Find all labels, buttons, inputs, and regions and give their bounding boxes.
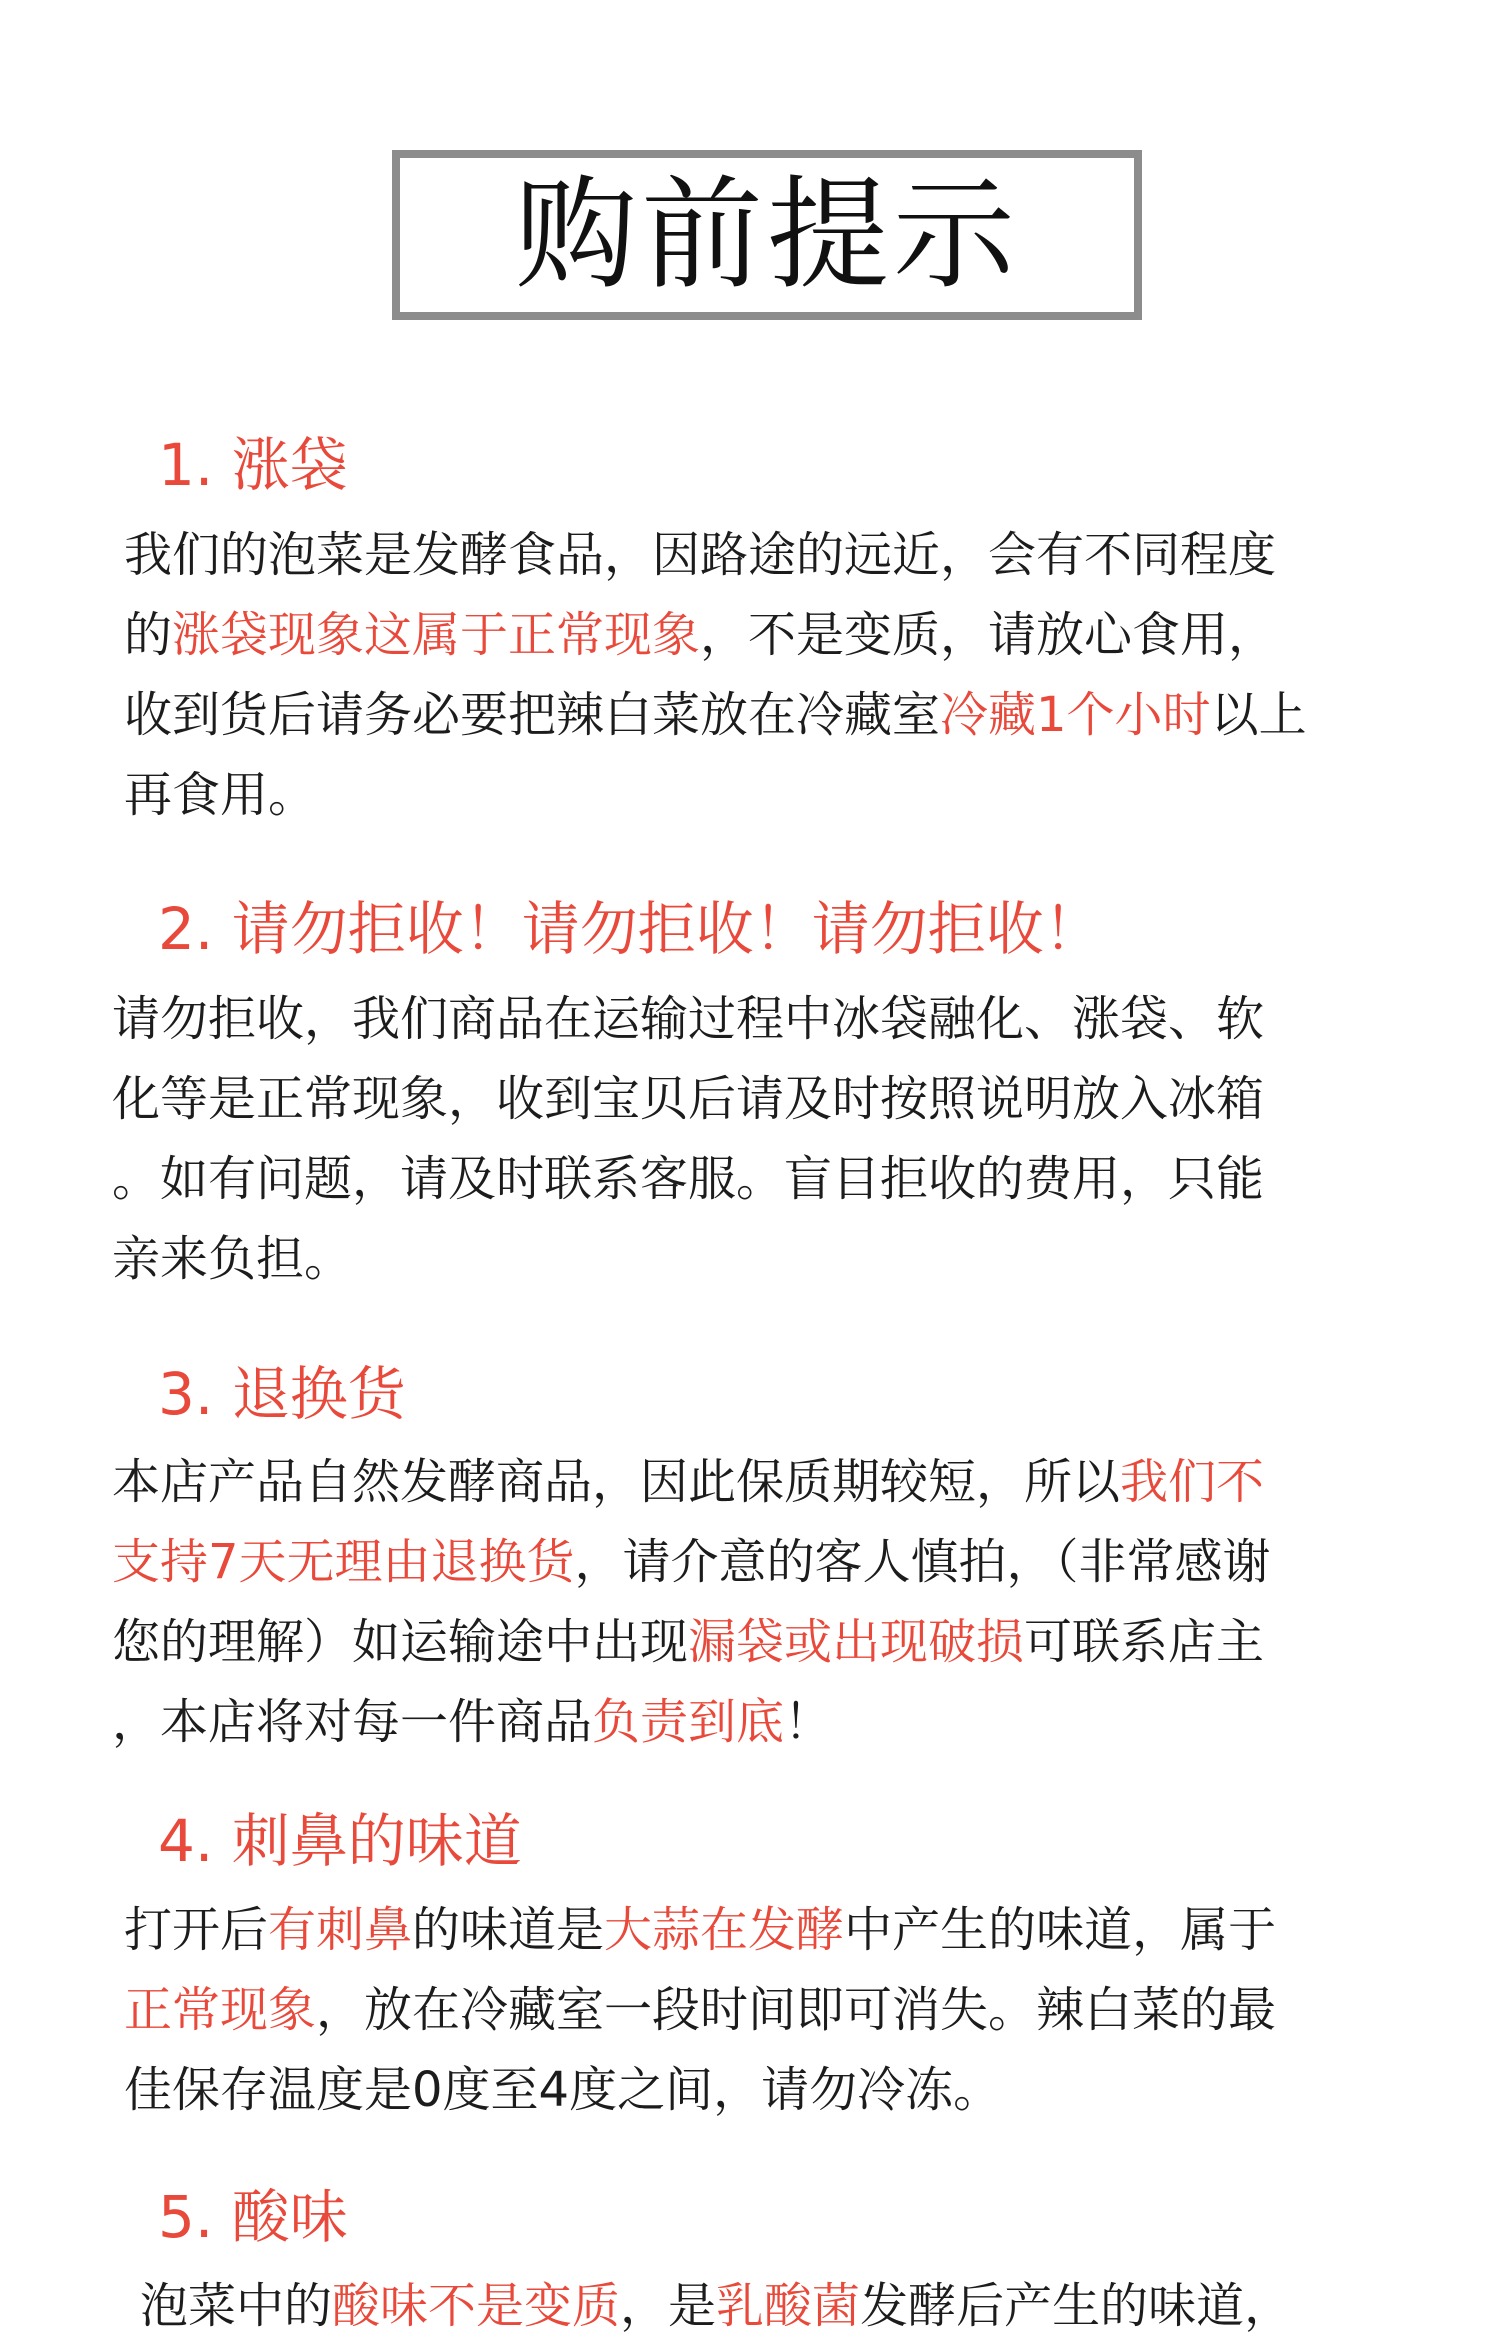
text-segment: 本店产品自然发酵商品，因此保质期较短，所以 <box>112 1454 1121 1510</box>
section-4-line-2 <box>124 1970 1276 2050</box>
section-2-line-1 <box>112 979 1264 1059</box>
section-3-line-1 <box>112 1442 1271 1522</box>
section-4-heading: 4. 刺鼻的味道 <box>158 1807 522 1875</box>
text-segment: ，本店将对每一件商品 <box>112 1694 593 1750</box>
text-segment: 。如有问题，请及时联系客服。盲目拒收的费用，只能 <box>112 1151 1265 1207</box>
section-5-body <box>140 2266 1292 2346</box>
text-segment: 泡菜中的 <box>140 2278 333 2334</box>
section-1-body <box>124 515 1307 835</box>
section-1-line-4 <box>124 755 1307 835</box>
text-segment: 再食用。 <box>124 767 317 823</box>
text-segment: 佳保存温度是0度至4度之间，请勿冷冻。 <box>124 2062 1002 2118</box>
section-1-line-3 <box>124 675 1307 755</box>
text-segment: 您的理解）如运输途中出现 <box>112 1614 689 1670</box>
section-2-heading: 2. 请勿拒收！请勿拒收！请勿拒收！ <box>158 895 1102 963</box>
section-4-body <box>124 1890 1276 2130</box>
text-segment: 亲来负担。 <box>112 1231 353 1287</box>
text-segment: 收到货后请务必要把辣白菜放在冷藏室 <box>124 687 941 743</box>
section-5-heading: 5. 酸味 <box>158 2183 348 2251</box>
page-title: 购前提示 <box>515 164 1019 306</box>
text-segment: ，不是变质，请放心食用， <box>700 607 1277 663</box>
text-segment: ，放在冷藏室一段时间即可消失。辣白菜的最 <box>316 1982 1277 2038</box>
text-segment: ！ <box>784 1694 833 1750</box>
highlight-text: 乳酸菌 <box>716 2278 861 2334</box>
text-segment: 打开后 <box>124 1902 269 1958</box>
highlight-text: 涨袋现象这属于正常现象 <box>172 607 701 663</box>
section-3-line-2 <box>112 1522 1271 1602</box>
section-3-line-4 <box>112 1682 1271 1762</box>
text-segment: 化等是正常现象，收到宝贝后请及时按照说明放入冰箱 <box>112 1071 1265 1127</box>
section-1-line-2 <box>124 595 1307 675</box>
text-segment: 以上 <box>1210 687 1307 743</box>
highlight-text: 大蒜在发酵 <box>604 1902 845 1958</box>
section-5-line-1 <box>140 2266 1292 2346</box>
section-2-line-3 <box>112 1139 1264 1219</box>
text-segment: 中产生的味道，属于 <box>844 1902 1277 1958</box>
text-segment: ，请介意的客人慎拍，（非常感谢 <box>574 1534 1271 1590</box>
highlight-text: 正常现象 <box>124 1982 317 2038</box>
text-segment: 的味道是 <box>412 1902 605 1958</box>
section-2-line-2 <box>112 1059 1264 1139</box>
text-segment: 发酵后产生的味道， <box>860 2278 1293 2334</box>
highlight-text: 漏袋或出现破损 <box>688 1614 1025 1670</box>
text-segment: ，是 <box>620 2278 717 2334</box>
highlight-text: 冷藏1个小时 <box>940 687 1211 743</box>
highlight-text: 负责到底 <box>592 1694 785 1750</box>
text-segment: 我们的泡菜是发酵食品，因路途的远近，会有不同程度 <box>124 527 1277 583</box>
highlight-text: 我们不 <box>1120 1454 1265 1510</box>
section-3-heading: 3. 退换货 <box>158 1360 406 1428</box>
section-1-line-1 <box>124 515 1307 595</box>
section-4-line-1 <box>124 1890 1276 1970</box>
highlight-text: 支持7天无理由退换货 <box>112 1534 575 1590</box>
text-segment: 可联系店主 <box>1024 1614 1265 1670</box>
section-2-body <box>112 979 1264 1299</box>
section-1-heading: 1. 涨袋 <box>158 431 348 499</box>
highlight-text: 有刺鼻 <box>268 1902 413 1958</box>
highlight-text: 酸味不是变质 <box>332 2278 621 2334</box>
section-2-line-4 <box>112 1219 1264 1299</box>
text-segment: 请勿拒收，我们商品在运输过程中冰袋融化、涨袋、软 <box>112 991 1265 1047</box>
title-box <box>392 150 1142 320</box>
section-3-body <box>112 1442 1271 1762</box>
section-4-line-3 <box>124 2050 1276 2130</box>
section-3-line-3 <box>112 1602 1271 1682</box>
text-segment: 的 <box>124 607 173 663</box>
